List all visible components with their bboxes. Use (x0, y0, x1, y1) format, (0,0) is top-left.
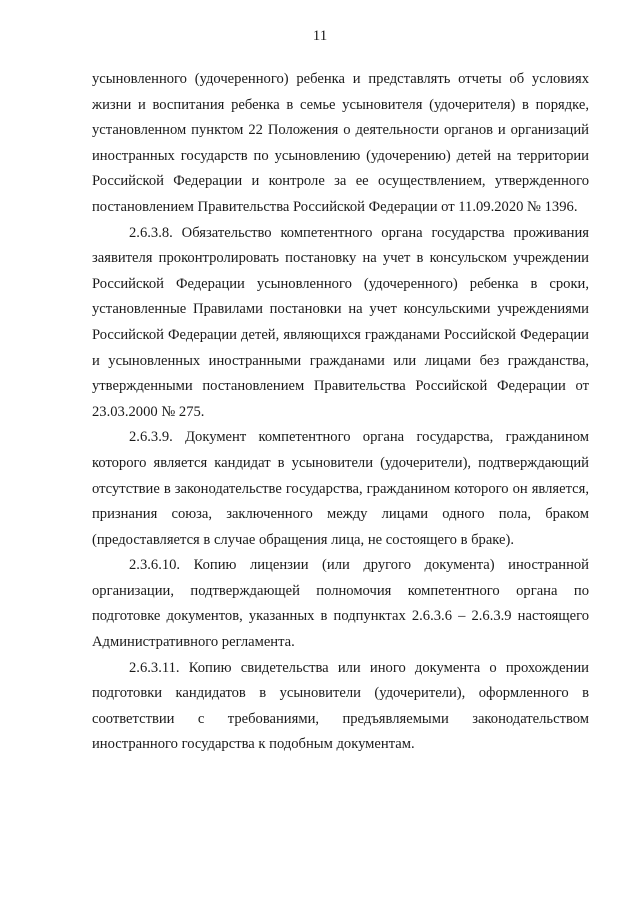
page-number: 11 (312, 28, 328, 44)
paragraph-continuation: усыновленного (удочеренного) ребенка и представлять отчеты об условиях жизни и воспитания ребенка в семье усыновителя (удочерителя) в порядке, установленном пунктом 22 Положения о деятельности органов и организаций иностранных государств по усыновлению (удочерению) детей на территории Российской Федерации и контроле за ее осуществлением, утвержденного постановлением Правительства Российской Федерации от 11.09.2020 № 1396. (92, 71, 589, 215)
paragraph-2-6-3-9: 2.6.3.9. Документ компетентного органа государства, гражданином которого является кандидат в усыновители (удочерители), подтверждающий отсутствие в законодательстве государства, гражданином которого он является, признания союза, заключенного между лицами одного пола, браком (предоставляется в случае обращения лица, не состоящего в браке). (92, 429, 589, 548)
paragraph-2-6-3-11: 2.6.3.11. Копию свидетельства или иного документа о прохождении подготовки кандидатов в усыновители (удочерители), оформленного в соответствии с требованиями, предъявляемыми законодательством иностранного государства к подобным документам. (92, 659, 589, 753)
paragraph-2-6-3-8: 2.6.3.8. Обязательство компетентного органа государства проживания заявителя проконтролировать постановку на учет в консульском учреждении Российской Федерации усыновленного (удочеренного) ребенка в сроки, установленные Правилами постановки на учет консульскими учреждениями Российской Федерации детей, являющихся гражданами Российской Федерации и усыновленных иностранными гражданами или лицами без гражданства, утвержденными постановлением Правительства Российской Федерации от 23.03.2000 № 275. (92, 224, 589, 420)
document-body (92, 67, 589, 758)
paragraph-2-3-6-10: 2.3.6.10. Копию лицензии (или другого документа) иностранной организации, подтверждающей полномочия компетентного органа по подготовке документов, указанных в подпунктах 2.6.3.6 – 2.6.3.9 настоящего Административного регламента. (92, 557, 589, 651)
